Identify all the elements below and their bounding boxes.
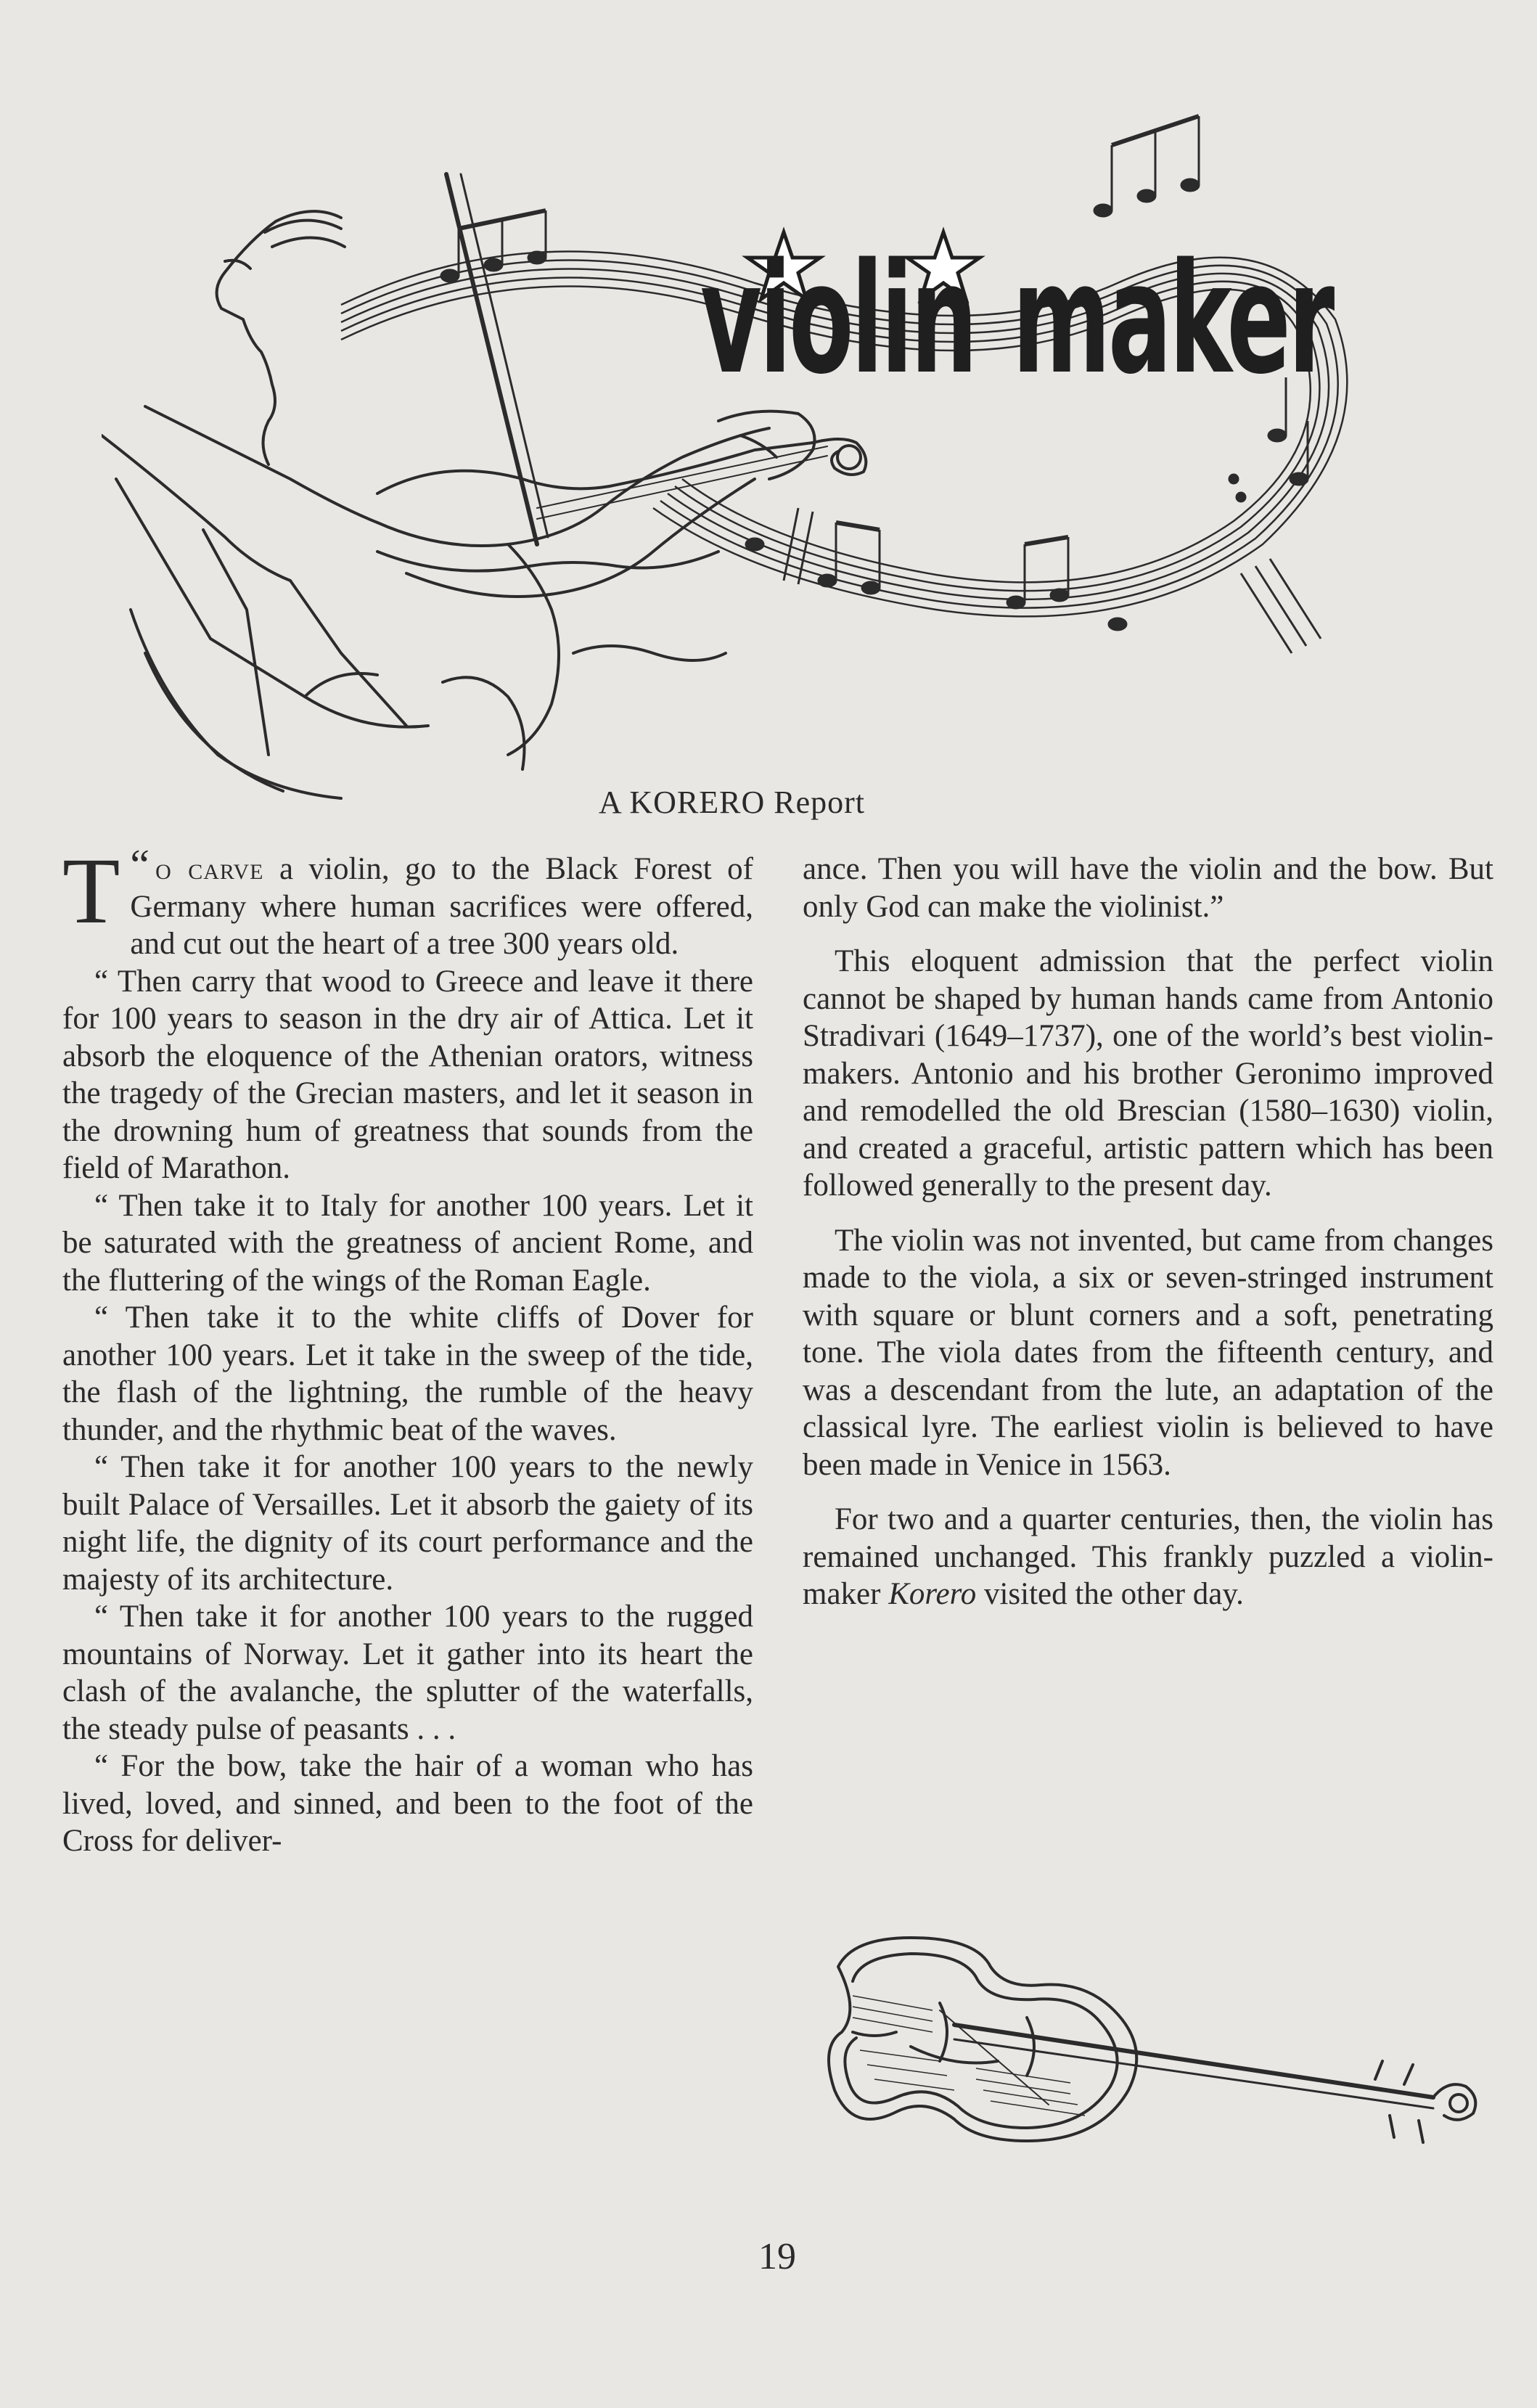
paragraph-5: “ Then take it for another 100 years to the newly built Palace of Versailles. Let it absorb the gaiety of its night life, the dignity of its court performance and the majesty of its architecture. <box>62 1450 753 1597</box>
opening-quote: “ <box>130 841 150 889</box>
page-number: 19 <box>758 2236 796 2277</box>
paragraph-6: “ Then take it for another 100 years to the rugged mountains of Norway. Let it gather into its heart the clash of the avalanche, the splutter of the waterfalls, the steady pulse of peasants . . . <box>62 1600 753 1746</box>
right-column <box>803 851 1493 1613</box>
left-column <box>62 839 753 1860</box>
paragraph-11 <box>803 1501 1493 1613</box>
drop-cap: T <box>62 839 120 943</box>
paragraph-3: “ Then take it to Italy for another 100 years. Let it be saturated with the greatness of ancient Rome, and the fluttering of the wings of the Roman Eagle. <box>62 1188 753 1298</box>
opening-small-caps: o carve <box>155 852 264 886</box>
paragraph-7: “ For the bow, take the hair of a woman who has lived, loved, and sinned, and been to the foot of the Cross for deliver- <box>62 1749 753 1858</box>
paragraph-11-text: For two and a quarter centuries, then, the violin has remained unchanged. This frankly puzzled a violin-maker <box>803 1502 1493 1611</box>
paragraph-1-text: a violin, go to the Black Forest of Germany where human sacrifices were offered, and cut out the heart of a tree 300 years old. <box>130 852 753 961</box>
byline: A KORERO Report <box>599 785 865 820</box>
korero-italic: Korero <box>888 1577 977 1611</box>
paragraph-4: “ Then take it to the white cliffs of Dover for another 100 years. Let it take in the sweep of the tide, the flash of the lightning, the rumble of the heavy thunder, and the rhythmic beat of the waves. <box>62 1301 753 1447</box>
paragraph-2: “ Then carry that wood to Greece and leave it there for 100 years to season in the dry air of Attica. Let it absorb the eloquence of the Athenian orators, witness the tragedy of the Grecian masters, and let it season in the drowning hum of greatness that sounds from the field of Marathon. <box>62 964 753 1185</box>
violinist-illustration <box>102 102 1480 827</box>
paragraph-9: This eloquent admission that the perfect violin cannot be shaped by human hands came from Antonio Stradivari (1649–1737), one of the world’s best violin-makers. Antonio and his brother Geronimo improved and remodelled the old Brescian (1580–1630) violin, and created a graceful, artistic pattern which has been followed generally to the present day. <box>803 944 1493 1203</box>
title-word-maker: maker <box>1012 230 1332 408</box>
title-word-violin: violin <box>700 230 975 408</box>
paragraph-8: ance. Then you will have the violin and the bow. But only God can make the violinist.” <box>803 852 1493 924</box>
paragraph-11-end: visited the other day. <box>983 1577 1244 1611</box>
paragraph-1 <box>62 839 753 963</box>
paragraph-10: The violin was not invented, but came from changes made to the viola, a six or seven-stringed instrument with square or blunt corners and a soft, penetrating tone. The viola dates from the fifteenth century, and was a descendant from the lute, an adaptation of the classical lyre. The earliest violin is believed to have been made in Venice in 1563. <box>803 1223 1493 1482</box>
violin-illustration <box>809 1923 1506 2184</box>
